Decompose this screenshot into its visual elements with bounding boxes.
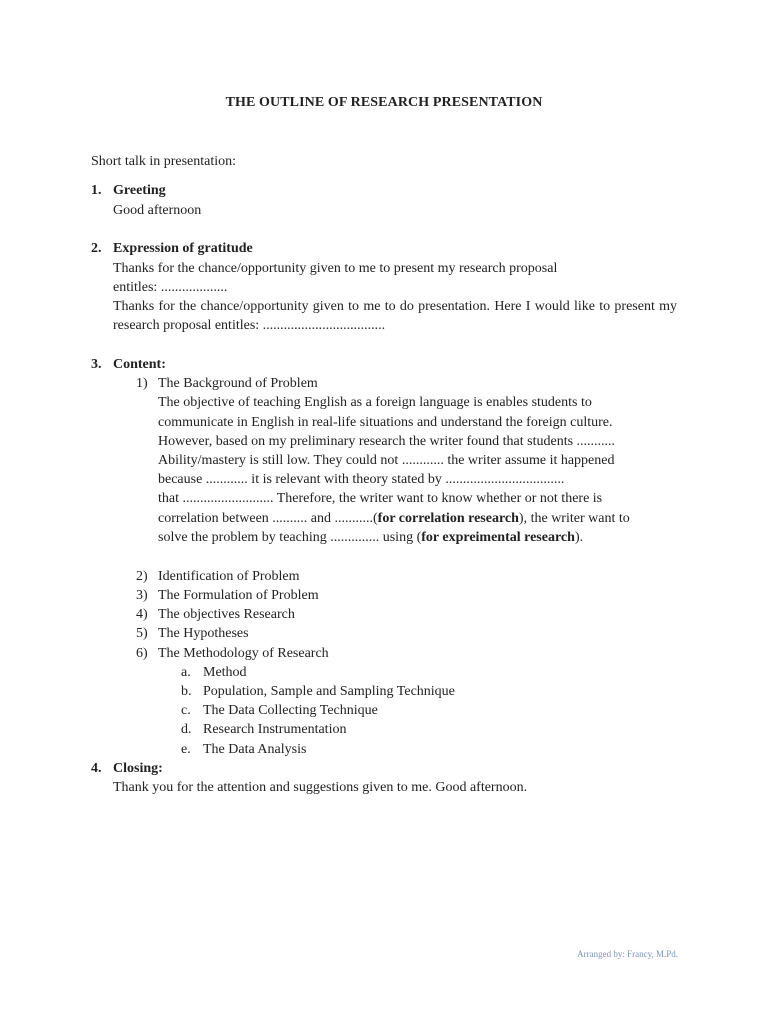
section-4-body: Thank you for the attention and suggestions given to me. Good afternoon.	[113, 780, 528, 795]
item-2-marker: 2)	[136, 569, 148, 584]
subitem-d-label: Research Instrumentation	[203, 722, 347, 737]
item-3-label: The Formulation of Problem	[158, 588, 319, 603]
background-line-4: Ability/mastery is still low. They could not ............ the writer assume it happened	[158, 453, 615, 468]
subitem-e-label: The Data Analysis	[203, 742, 307, 757]
document-title: THE OUTLINE OF RESEARCH PRESENTATION	[225, 95, 543, 110]
background-line-6: that .......................... Therefore, the writer want to know whether or not there is	[158, 491, 603, 506]
item-5-marker: 5)	[136, 626, 148, 641]
item-6-marker: 6)	[136, 646, 148, 661]
section-2-line-2: entitles: ...................	[113, 280, 228, 295]
background-line-7-text-c: ), the writer want to	[518, 511, 630, 526]
background-line-8-text-c: ).	[574, 530, 584, 545]
section-1-heading: Greeting	[113, 183, 166, 198]
subitem-e-marker: e.	[181, 742, 191, 757]
footer-credit: Arranged by: Francy, M.Pd.	[577, 949, 678, 959]
subitem-a-label: Method	[203, 665, 247, 680]
section-2-paragraph: Thanks for the chance/opportunity given to me to do presentation. Here I would like to present my research proposal entitles: ...................................	[113, 299, 677, 333]
item-1-marker: 1)	[136, 376, 148, 391]
background-line-7-text-a: correlation between .......... and ...........(	[158, 511, 378, 526]
section-3-number: 3.	[91, 357, 102, 372]
item-1-label: The Background of Problem	[158, 376, 318, 391]
item-4-label: The objectives Research	[158, 607, 295, 622]
subitem-d-marker: d.	[181, 722, 192, 737]
background-line-8	[158, 528, 583, 547]
subitem-a-marker: a.	[181, 665, 191, 680]
section-2-heading: Expression of gratitude	[113, 241, 253, 256]
experimental-research-note: for expreimental research	[421, 530, 575, 545]
intro-text: Short talk in presentation:	[91, 154, 237, 169]
background-line-1: The objective of teaching English as a foreign language is enables students to	[158, 395, 592, 410]
section-4-heading: Closing:	[113, 761, 163, 776]
subitem-c-marker: c.	[181, 703, 191, 718]
section-1-body: Good afternoon	[113, 203, 202, 218]
subitem-c-label: The Data Collecting Technique	[203, 703, 378, 718]
item-3-marker: 3)	[136, 588, 148, 603]
background-line-5: because ............ it is relevant with theory stated by ..................................	[158, 472, 565, 487]
background-line-8-text-a: solve the problem by teaching .............. using (	[158, 530, 422, 545]
background-line-7	[158, 509, 630, 528]
section-2-line-1: Thanks for the chance/opportunity given to me to present my research proposal	[113, 261, 558, 276]
subitem-b-marker: b.	[181, 684, 192, 699]
item-5-label: The Hypotheses	[158, 626, 249, 641]
correlation-research-note: for correlation research	[377, 511, 519, 526]
item-6-label: The Methodology of Research	[158, 646, 329, 661]
section-2-number: 2.	[91, 241, 102, 256]
section-4-number: 4.	[91, 761, 102, 776]
background-line-2: communicate in English in real-life situations and understand the foreign culture.	[158, 415, 613, 430]
item-4-marker: 4)	[136, 607, 148, 622]
subitem-b-label: Population, Sample and Sampling Technique	[203, 684, 455, 699]
section-3-heading: Content:	[113, 357, 166, 372]
item-2-label: Identification of Problem	[158, 569, 300, 584]
section-1-number: 1.	[91, 183, 102, 198]
background-line-3: However, based on my preliminary research the writer found that students ...........	[158, 434, 616, 449]
